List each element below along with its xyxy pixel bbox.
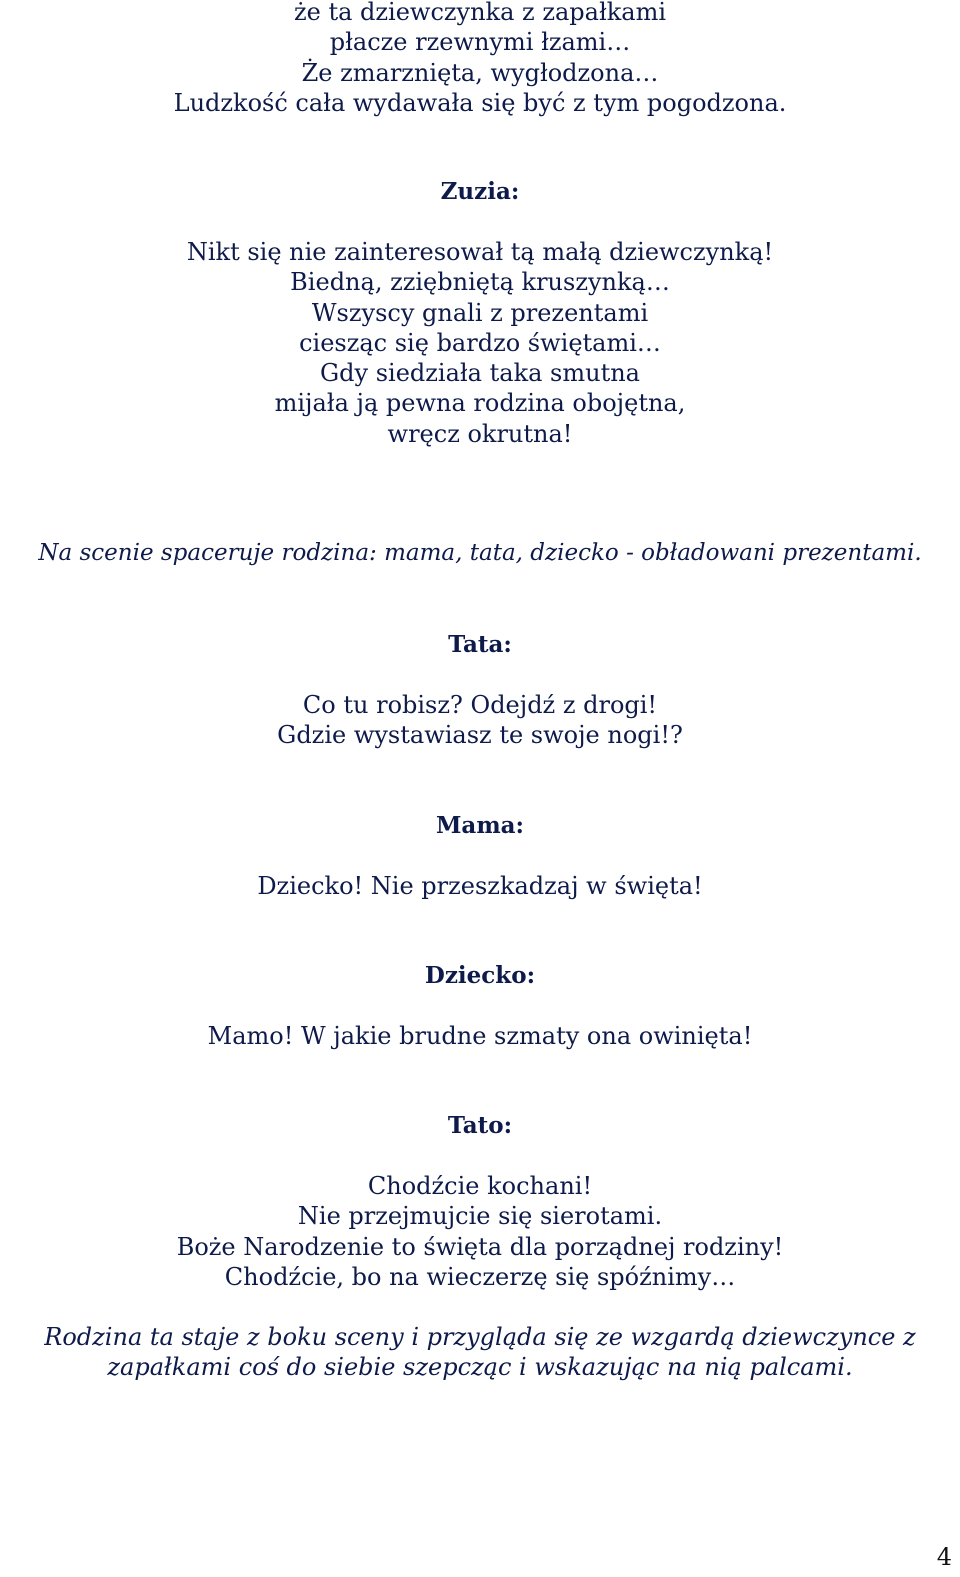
verse-line: Gdy siedziała taka smutna [319, 359, 640, 388]
mama-section [0, 811, 960, 841]
verse-line: Wszyscy gnali z prezentami [311, 298, 649, 327]
verse-line: Że zmarznięta, wygłodzona… [301, 58, 659, 87]
verse-line: płacze rzewnymi łzami… [329, 28, 631, 57]
tato-verse [0, 1171, 960, 1292]
dziecko-section [0, 961, 960, 991]
verse-line: Biedną, zziębniętą kruszynką… [290, 268, 670, 297]
stage-direction-1 [0, 538, 960, 568]
stage-direction-text: Rodzina ta staje z boku sceny i przygląda się ze wzgardą dziewczynce z [44, 1323, 916, 1351]
verse-line: Chodźcie kochani! [367, 1172, 593, 1200]
tata-verse [0, 690, 960, 751]
speaker-label-tata: Tata: [448, 631, 512, 658]
verse-line: wręcz okrutna! [387, 419, 573, 448]
tata-section [0, 630, 960, 660]
verse-line: Gdzie wystawiasz te swoje nogi!? [277, 721, 683, 750]
verse-line: Nie przejmujcie się sierotami. [297, 1202, 663, 1231]
verse-line: Co tu robisz? Odejdź z drogi! [302, 691, 658, 719]
verse-line: Ludzkość cała wydawała się być z tym pogodzona. [173, 88, 787, 117]
dziecko-verse [0, 1021, 960, 1051]
mama-verse [0, 871, 960, 901]
stage-direction-text: zapałkami coś do siebie szepcząc i wskazując na nią palcami. [107, 1353, 853, 1382]
tato-section [0, 1111, 960, 1141]
verse-line: mijała ją pewna rodzina obojętna, [274, 389, 686, 418]
verse-line: że ta dziewczynka z zapałkami [293, 0, 667, 26]
speaker-label-tato: Tato: [447, 1112, 513, 1139]
zuzia-verse [0, 237, 960, 449]
speaker-label-mama: Mama: [435, 812, 525, 839]
stage-direction-2 [0, 1322, 960, 1383]
verse-line: Nikt się nie zainteresował tą małą dziewczynką! [186, 238, 774, 266]
opening-verse [0, 0, 960, 118]
speaker-label-zuzia: Zuzia: [440, 178, 520, 205]
verse-line: Chodźcie, bo na wieczerzę się spóźnimy… [224, 1262, 736, 1291]
zuzia-section [0, 177, 960, 207]
page-number: 4 [936, 1543, 952, 1571]
stage-direction-text: Na scenie spaceruje rodzina: mama, tata, dziecko - obładowani prezentami. [38, 540, 922, 566]
verse-line: Dziecko! Nie przeszkadzaj w święta! [257, 872, 703, 900]
verse-line: ciesząc się bardzo świętami… [299, 328, 661, 357]
verse-line: Boże Narodzenie to święta dla porządnej rodziny! [176, 1232, 784, 1261]
speaker-label-dziecko: Dziecko: [424, 962, 536, 989]
verse-line: Mamo! W jakie brudne szmaty ona owinięta! [207, 1022, 753, 1050]
